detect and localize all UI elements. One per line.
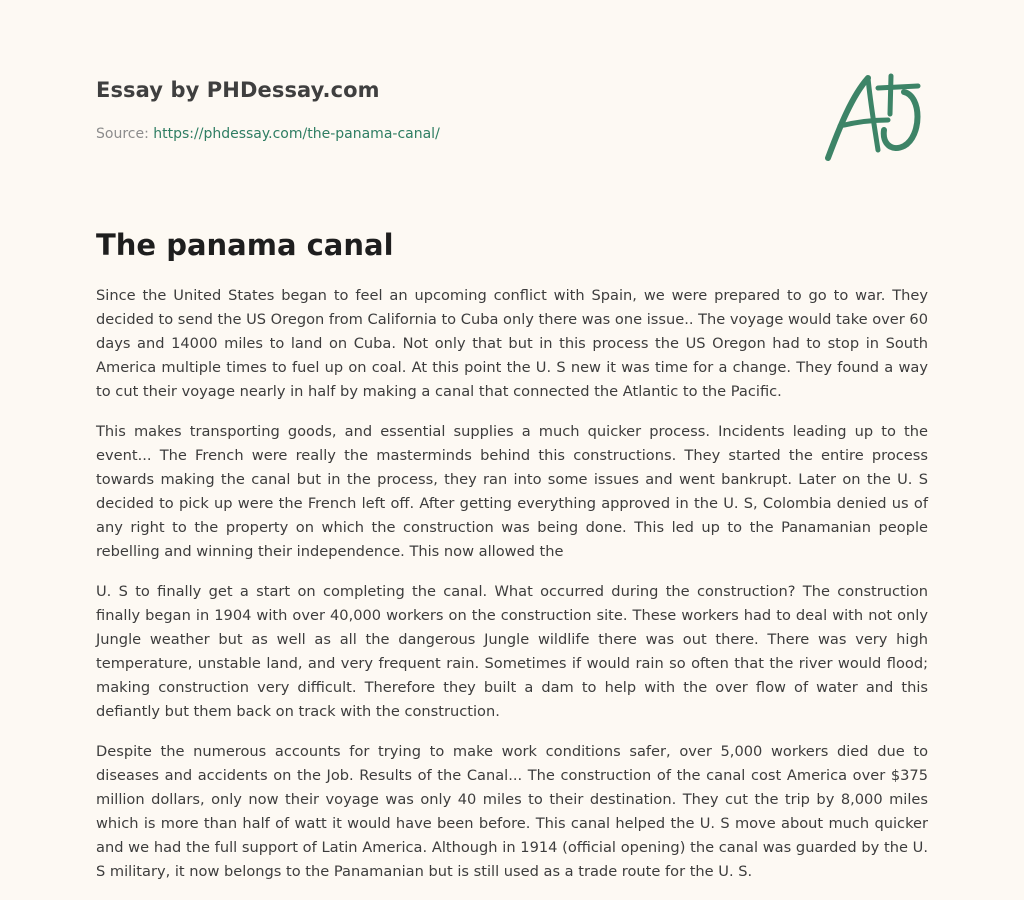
paragraph: Since the United States began to feel an upcoming conflict with Spain, we were prepared to go to war. They decided to send the US Oregon from California to Cuba only there was one issue.. The voyage would take over 60 days and 14000 miles to land on Cuba. Not only that but in this process the US Oregon had to stop in South America multiple times to fuel up on coal. At this point the U. S new it was time for a change. They found a way to cut their voyage nearly in half by making a canal that connected the Atlantic to the Pacific. — [96, 287, 928, 400]
article-body — [96, 284, 928, 900]
paragraph: U. S to finally get a start on completing the canal. What occurred during the construction? The construction finally began in 1904 with over 40,000 workers on the construction site. These workers had to deal with not only Jungle weather but as well as all the dangerous Jungle wildlife there was out there. There was very high temperature, unstable land, and very frequent rain. Sometimes if would rain so often that the river would flood; making construction very difficult. Therefore they built a dam to help with the over flow of water and this defiantly but them back on track with the construction. — [96, 583, 928, 720]
header — [96, 76, 796, 144]
source-label: Source: — [96, 126, 149, 142]
paragraph: Despite the numerous accounts for trying to make work conditions safer, over 5,000 workers died due to diseases and accidents on the Job. Results of the Canal... The construction of the canal cost America over $375 million dollars, only now their voyage was only 40 miles to their destination. They cut the trip by 8,000 miles which is more than half of watt it would have been before. This canal helped the U. S move about much quicker and we had the full support of Latin America. Although in 1914 (official opening) the canal was guarded by the U. S military, it now belongs to the Panamanian but is still used as a trade route for the U. S. — [96, 743, 928, 880]
source-line — [96, 124, 796, 144]
brand-title: Essay by PHDessay.com — [96, 78, 380, 102]
page-title: The panama canal — [96, 228, 394, 262]
source-link[interactable]: https://phdessay.com/the-panama-canal/ — [153, 126, 440, 142]
a-plus-logo-icon — [818, 66, 930, 166]
paragraph: This makes transporting goods, and essential supplies a much quicker process. Incidents leading up to the event... The French were really the masterminds behind this constructions. They started the entire process towards making the canal but in the process, they ran into some issues and went bankrupt. Later on the U. S decided to pick up were the French left off. After getting everything approved in the U. S, Colombia denied us of any right to the property on which the construction was being done. This led up to the Panamanian people rebelling and winning their independence. This now allowed the — [96, 423, 928, 560]
